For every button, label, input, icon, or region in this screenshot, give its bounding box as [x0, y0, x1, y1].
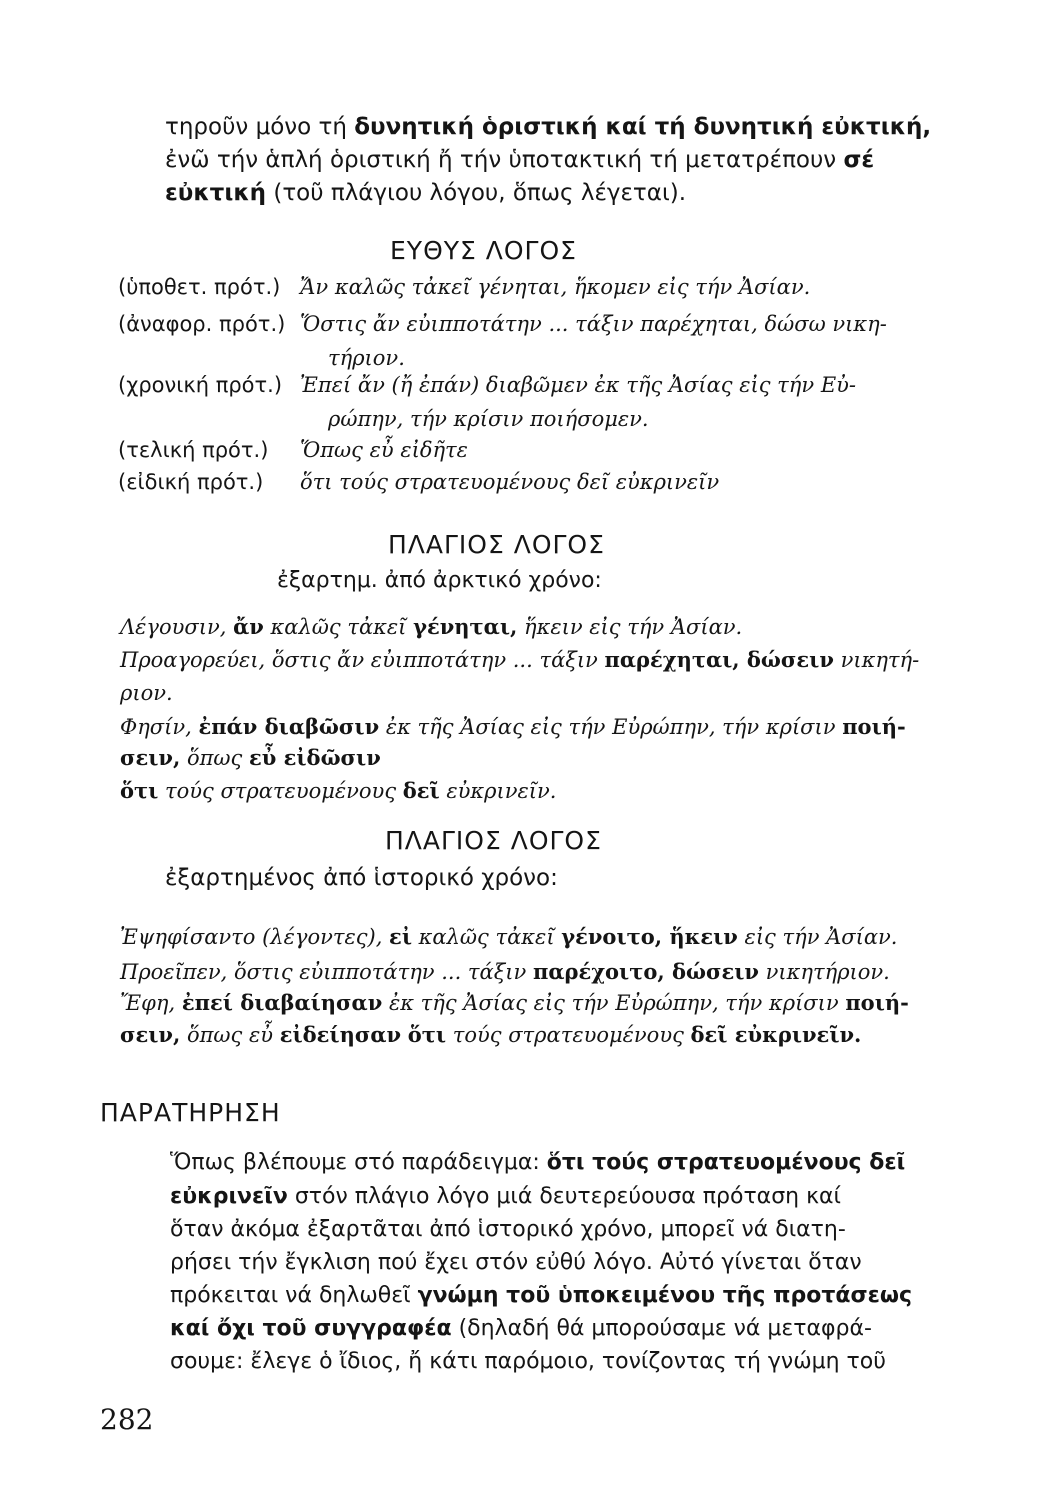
- indirect-historic-line-4: σειν, ὅπως εὖ εἰδείησαν ὅτι τούς στρατευομένους δεῖ εὐκρινεῖν.: [120, 1022, 862, 1047]
- direct-row-text: Ὅπως εὖ εἰδῆτε: [300, 438, 468, 462]
- direct-speech-heading: ΕΥΘΥΣ ΛΟΓΟΣ: [390, 236, 577, 265]
- indirect-historic-line-3: Ἔφη, ἐπεί διαβαίησαν ἐκ τῆς Ἀσίας εἰς τήν Εὐρώπην, τήν κρίσιν ποιή-: [120, 990, 909, 1015]
- indirect-historic-line-1: Ἐψηφίσαντο (λέγοντες), εἰ καλῶς τἀκεῖ γένοιτο, ἥκειν εἰς τήν Ἀσίαν.: [120, 924, 898, 949]
- intro-line-1: τηροῦν μόνο τή δυνητική ὁριστική καί τή δυνητική εὐκτική,: [165, 114, 932, 140]
- direct-row-label: (τελική πρότ.): [118, 438, 269, 462]
- direct-row-text: Ὅστις ἄν εὐιπποτάτην ... τάξιν παρέχηται, δώσω νικη-: [300, 312, 887, 336]
- indirect-primary-line-4: Φησίν, ἐπάν διαβῶσιν ἐκ τῆς Ἀσίας εἰς τήν Εὐρώπην, τήν κρίσιν ποιή-: [120, 714, 906, 739]
- indirect-primary-heading: ΠΛΑΓΙΟΣ ΛΟΓΟΣ: [388, 530, 605, 559]
- intro-line-3: εὐκτική (τοῦ πλάγιου λόγου, ὅπως λέγεται).: [165, 180, 687, 206]
- direct-row-text: ὅτι τούς στρατευομένους δεῖ εὐκρινεῖν: [300, 470, 720, 494]
- remark-line-3: ὅταν ἀκόμα ἐξαρτᾶται ἀπό ἱστορικό χρόνο, μπορεῖ νά διατη-: [170, 1217, 846, 1242]
- direct-row-label: (εἰδική πρότ.): [118, 470, 264, 494]
- direct-row-label: (χρονική πρότ.): [118, 373, 283, 397]
- remark-line-2: εὐκρινεῖν στόν πλάγιο λόγο μιά δευτερεύουσα πρόταση καί: [170, 1184, 841, 1209]
- indirect-historic-heading: ΠΛΑΓΙΟΣ ΛΟΓΟΣ: [385, 826, 602, 855]
- direct-row-label: (ἀναφορ. πρότ.): [118, 312, 286, 336]
- indirect-primary-line-2: Προαγορεύει, ὅστις ἄν εὐιπποτάτην ... τάξιν παρέχηται, δώσειν νικητή-: [120, 647, 920, 672]
- direct-row-text: ρώπην, τήν κρίσιν ποιήσομεν.: [328, 407, 649, 431]
- page-number: 282: [100, 1403, 154, 1436]
- direct-row-text: Ἐπεί ἄν (ἤ ἐπάν) διαβῶμεν ἐκ τῆς Ἀσίας εἰς τήν Εὐ-: [300, 373, 857, 397]
- indirect-primary-subheading: ἐξαρτημ. ἀπό ἀρκτικό χρόνο:: [277, 568, 602, 593]
- remark-line-7: σουμε: ἔλεγε ὁ ἴδιος, ἤ κάτι παρόμοιο, τονίζοντας τή γνώμη τοῦ: [170, 1349, 886, 1374]
- remark-line-6: καί ὄχι τοῦ συγγραφέα (δηλαδή θά μπορούσαμε νά μεταφρά-: [170, 1316, 872, 1341]
- direct-row-text: Ἄν καλῶς τἀκεῖ γένηται, ἥκομεν εἰς τήν Ἀσίαν.: [300, 275, 811, 299]
- indirect-primary-line-6: ὅτι τούς στρατευομένους δεῖ εὐκρινεῖν.: [120, 778, 557, 803]
- intro-line-2: ἐνῶ τήν ἁπλή ὁριστική ἤ τήν ὑποτακτική τή μετατρέπουν σέ: [165, 147, 875, 173]
- indirect-primary-line-5: σειν, ὅπως εὖ εἰδῶσιν: [120, 745, 381, 770]
- direct-row-text: τήριον.: [328, 346, 405, 370]
- direct-row-label: (ὑποθετ. πρότ.): [118, 275, 281, 299]
- indirect-primary-line-3: ριον.: [120, 681, 173, 705]
- indirect-primary-line-1: Λέγουσιν, ἄν καλῶς τἀκεῖ γένηται, ἥκειν εἰς τήν Ἀσίαν.: [120, 614, 743, 639]
- remark-line-5: πρόκειται νά δηλωθεῖ γνώμη τοῦ ὑποκειμένου τῆς προτάσεως: [170, 1283, 913, 1308]
- remark-line-1: Ὅπως βλέπουμε στό παράδειγμα: ὅτι τούς στρατευομένους δεῖ: [170, 1150, 906, 1175]
- remark-heading: ΠΑΡΑΤΗΡΗΣΗ: [100, 1098, 281, 1127]
- indirect-historic-subheading: ἐξαρτημένος ἀπό ἱστορικό χρόνο:: [165, 865, 558, 891]
- remark-line-4: ρήσει τήν ἔγκλιση πού ἔχει στόν εὐθύ λόγο. Αὐτό γίνεται ὅταν: [170, 1250, 862, 1275]
- indirect-historic-line-2: Προεῖπεν, ὅστις εὐιπποτάτην ... τάξιν παρέχοιτο, δώσειν νικητήριον.: [120, 959, 890, 984]
